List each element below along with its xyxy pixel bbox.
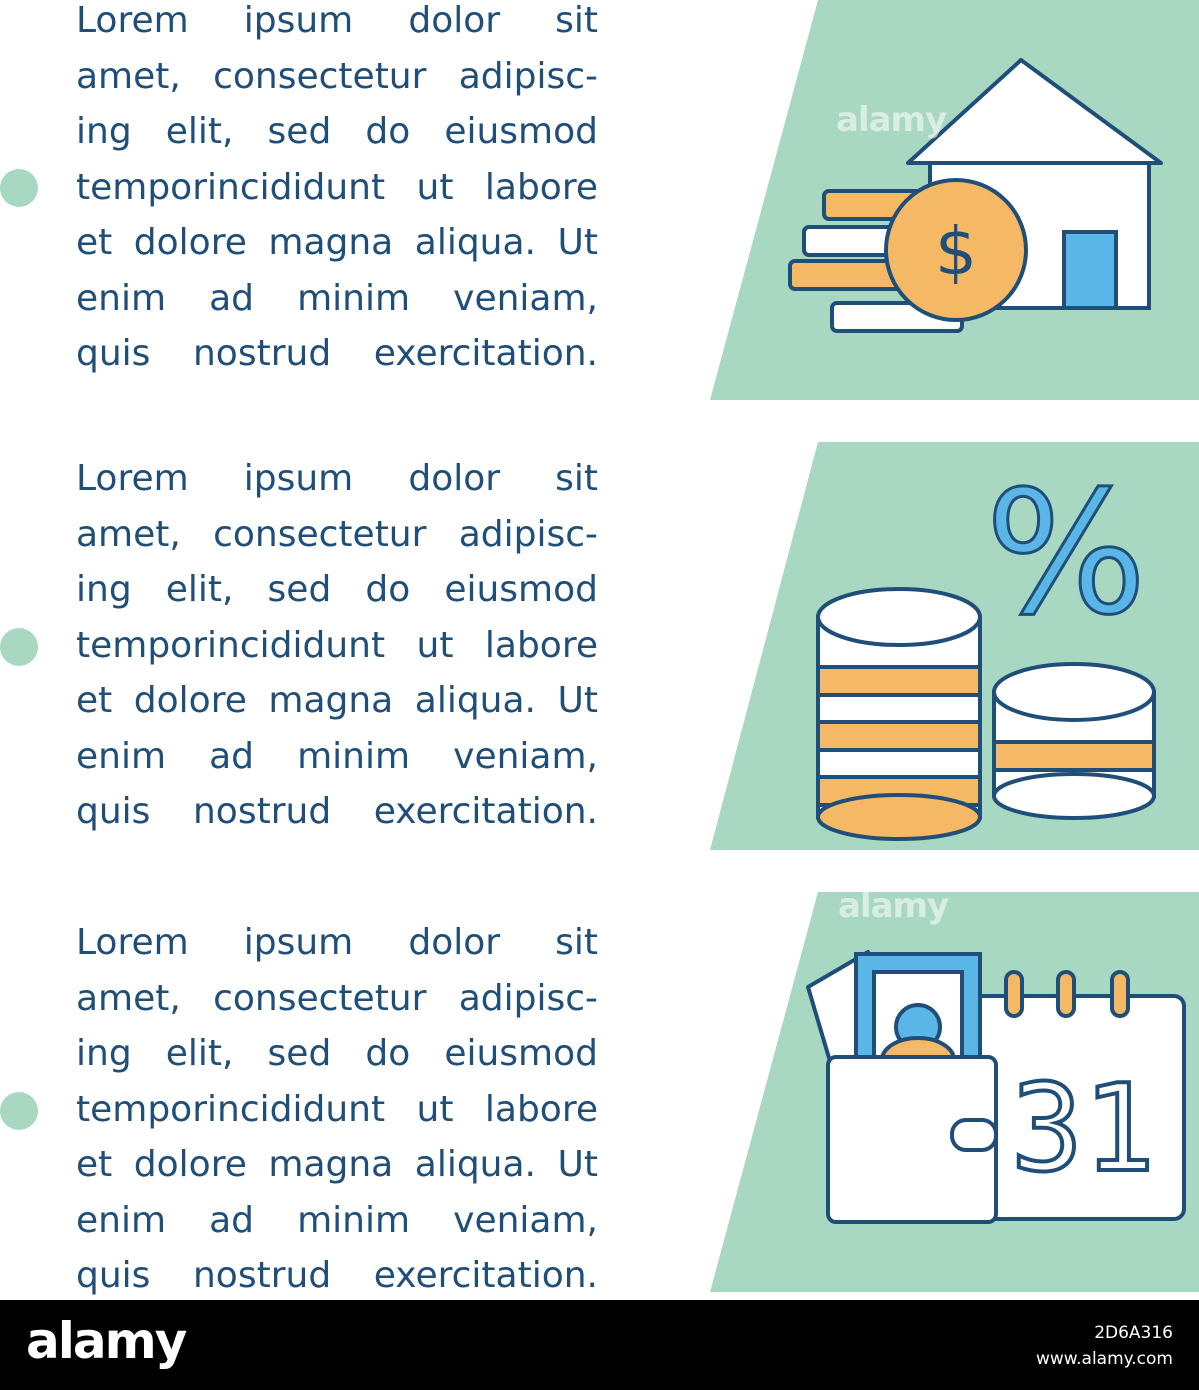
text-line: et dolore magna aliqua. Ut (76, 222, 598, 263)
bullet-dot (0, 628, 38, 666)
wallet-calendar-icon (708, 892, 1199, 1292)
dollar-sign: $ (935, 213, 977, 290)
text-line: Lorem ipsum dolor sit (76, 458, 598, 499)
bullet-dot (0, 169, 38, 207)
percent-sign: % (985, 455, 1147, 653)
footer-meta (1036, 1320, 1173, 1372)
section-text (76, 0, 598, 382)
text-line: quis nostrud exercitation. (76, 791, 598, 832)
text-line: Lorem ipsum dolor sit (76, 922, 598, 963)
watermark: alamy (838, 886, 949, 926)
bullet-dot (0, 1092, 38, 1130)
icon-panel (708, 886, 1199, 1292)
section-text (76, 451, 598, 840)
text-line: amet, consectetur adipisc- (76, 977, 598, 1019)
calendar-day: 31 (1010, 1060, 1156, 1199)
footer-bar (0, 1300, 1199, 1390)
text-line: enim ad minim veniam, (76, 1199, 598, 1241)
text-line: enim ad minim veniam, (76, 735, 598, 777)
site-url: www.alamy.com (1035, 1349, 1173, 1369)
percent-coins-icon (708, 442, 1199, 850)
text-line: temporincididunt ut labore (76, 1088, 598, 1130)
text-line: amet, consectetur adipisc- (76, 513, 598, 555)
watermark: alamy (836, 100, 947, 140)
image-id: 2D6A316 (1094, 1323, 1173, 1343)
icon-panel (708, 442, 1199, 850)
text-line: ing elit, sed do eiusmod (76, 1033, 598, 1074)
text-line: et dolore magna aliqua. Ut (76, 1144, 598, 1185)
house-coins-icon (708, 0, 1199, 400)
text-line: et dolore magna aliqua. Ut (76, 680, 598, 721)
text-line: temporincididunt ut labore (76, 166, 598, 208)
text-line: ing elit, sed do eiusmod (76, 569, 598, 610)
text-line: enim ad minim veniam, (76, 277, 598, 319)
text-line: quis nostrud exercitation. (76, 333, 598, 374)
text-line: amet, consectetur adipisc- (76, 55, 598, 97)
text-line: ing elit, sed do eiusmod (76, 111, 598, 152)
text-line: quis nostrud exercitation. (76, 1255, 598, 1296)
text-line: temporincididunt ut labore (76, 624, 598, 666)
footer-logo: alamy (26, 1312, 186, 1370)
icon-panel (708, 0, 1199, 400)
section-text (76, 915, 598, 1304)
text-line: Lorem ipsum dolor sit (76, 0, 598, 41)
